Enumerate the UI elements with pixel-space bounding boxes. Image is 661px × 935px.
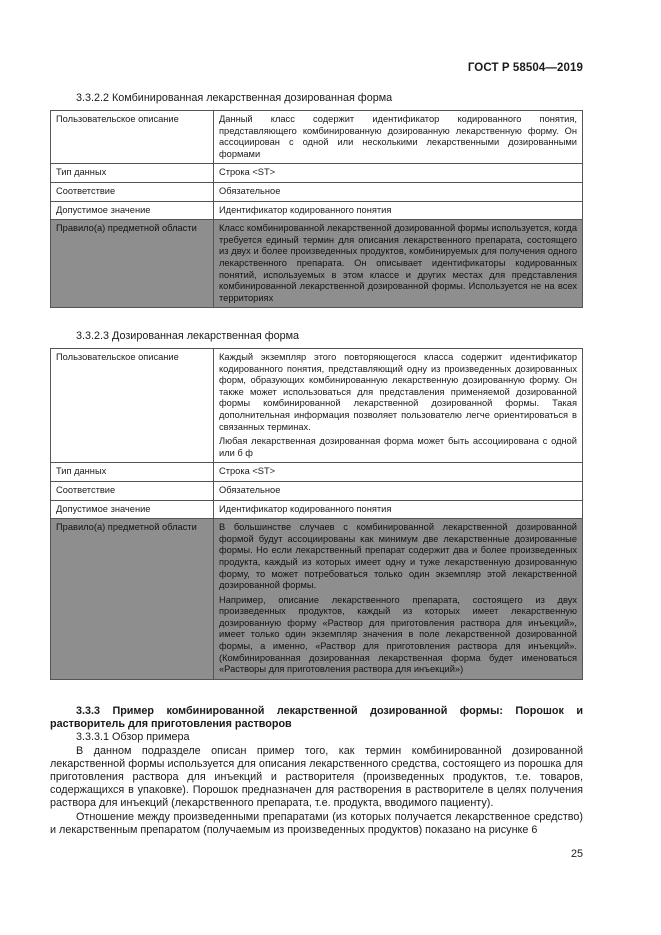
combined-form-table (50, 110, 583, 308)
row-value (214, 519, 583, 680)
row-label: Допустимое значение (51, 500, 214, 519)
example-section (50, 705, 583, 837)
page-number: 25 (570, 848, 583, 860)
table-row (51, 349, 583, 463)
value-paragraph: Класс комбинированной лекарственной дозированной формы используется, когда требуется единый термин для описания лекарственного препарата, состоящего из двух и более произведенных продуктов, комбинируемых для получения одного лекарственного препарата. Он описывает идентификаторы кодированных понятий, используемых в этом классе и других местах для представления комбинированной лекарственной дозированной формы. Используется не на всех территориях (219, 223, 578, 303)
table-row (51, 519, 583, 680)
value-paragraph: Любая лекарственная дозированная форма может быть ассоциирована с одной или б ф (219, 436, 577, 458)
example-heading: 3.3.3 Пример комбинированной лекарственной дозированной формы: Порошок и растворитель для приготовления растворов (50, 705, 583, 731)
row-label: Тип данных (51, 463, 214, 482)
row-label: Правило(а) предметной области (51, 519, 214, 680)
row-value (214, 220, 583, 308)
row-value (214, 349, 583, 463)
value-paragraph: В большинстве случаев с комбинированной лекарственной дозированной формой будут ассоциированы как минимум две лекарственные дозированные формы. Но если лекарственный препарат содержит два и более произведенных продукта, каждый из которых имеет одну и туже лекарственную дозированную форму, то может потребоваться только один экземпляр этой лекарственной дозированной формы. (219, 522, 577, 591)
row-label: Пользовательское описание (51, 349, 214, 463)
value-paragraph: Данный класс содержит идентификатор кодированного понятия, представляющего комбинированную дозированную лекарственную форму. Он ассоциирован с одной или несколькими лекарственными дозированными формами (219, 114, 577, 159)
table-row (51, 220, 583, 308)
value-paragraph: Каждый экземпляр этого повторяющегося класса содержит идентификатор кодированного понятия, представляющий одну из произведенных дозированных форм, образующих комбинированную лекарственную дозированную форму. Он также может использоваться для представления применяемой дозированной формы комбинированной лекарственной дозированной формы. Такая дополнительная информация позволяет пользователю легче ориентироваться в связанных терминах. (219, 352, 577, 432)
value-paragraph: Обязательное (219, 185, 281, 196)
table-row (51, 111, 583, 164)
dosage-form-table (50, 348, 583, 680)
row-value (214, 201, 583, 220)
value-paragraph: Идентификатор кодированного понятия (219, 204, 392, 215)
value-paragraph: Идентификатор кодированного понятия (219, 503, 392, 514)
table-row (51, 201, 583, 220)
value-paragraph: Строка <ST> (219, 167, 276, 178)
table-row (51, 182, 583, 201)
row-label: Правило(а) предметной области (51, 220, 214, 308)
row-label: Допустимое значение (51, 201, 214, 220)
section-heading-combined-form: 3.3.2.2 Комбинированная лекарственная дозированная форма (76, 92, 393, 104)
row-value (214, 182, 583, 201)
value-paragraph: Строка <ST> (219, 466, 276, 477)
example-subheading: 3.3.3.1 Обзор примера (76, 731, 190, 744)
row-label: Тип данных (51, 164, 214, 183)
row-value (214, 164, 583, 183)
row-value (214, 481, 583, 500)
row-label: Соответствие (51, 481, 214, 500)
table-row (51, 481, 583, 500)
row-value (214, 500, 583, 519)
row-value (214, 463, 583, 482)
table-row (51, 463, 583, 482)
row-value (214, 111, 583, 164)
table-row (51, 500, 583, 519)
example-paragraph: В данном подразделе описан пример того, как термин комбинированной дозированной лекарственной формы используется для описания лекарственного средства, состоящего из порошка для приготовления раствора для инъекций и растворителя (произведенных продуктов, т.е. товаров, содержащихся в упаковке). Порошок предназначен для растворения в растворителе в целях получения раствора для инъекций (лекарственного препарата, т.е. продукта, вводимого пациенту). (50, 744, 583, 810)
section-heading-dosage-form: 3.3.2.3 Дозированная лекарственная форма (76, 330, 300, 342)
row-label: Соответствие (51, 182, 214, 201)
row-label: Пользовательское описание (51, 111, 214, 164)
example-paragraph: Отношение между произведенными препаратами (из которых получается лекарственное средство) и лекарственным препаратом (получаемым из произведенных продуктов) показано на рисунке 6 (50, 810, 583, 836)
value-paragraph: Обязательное (219, 484, 281, 495)
value-paragraph: Например, описание лекарственного препарата, состоящего из двух произведенных продуктов, каждый из которых имеет лекарственную дозированную форму «Раствор для приготовления раствора для инъекций», имеет только один экземпляр значения в поле лекарственной дозированной формы, а именно, «Раствор для приготовления раствора для инъекций». (Комбинированная дозированная лекарственная форма будет именоваться «Растворы для приготовления раствора для инъекций») (219, 594, 577, 675)
standard-designation: ГОСТ Р 58504—2019 (467, 62, 583, 74)
table-row (51, 164, 583, 183)
